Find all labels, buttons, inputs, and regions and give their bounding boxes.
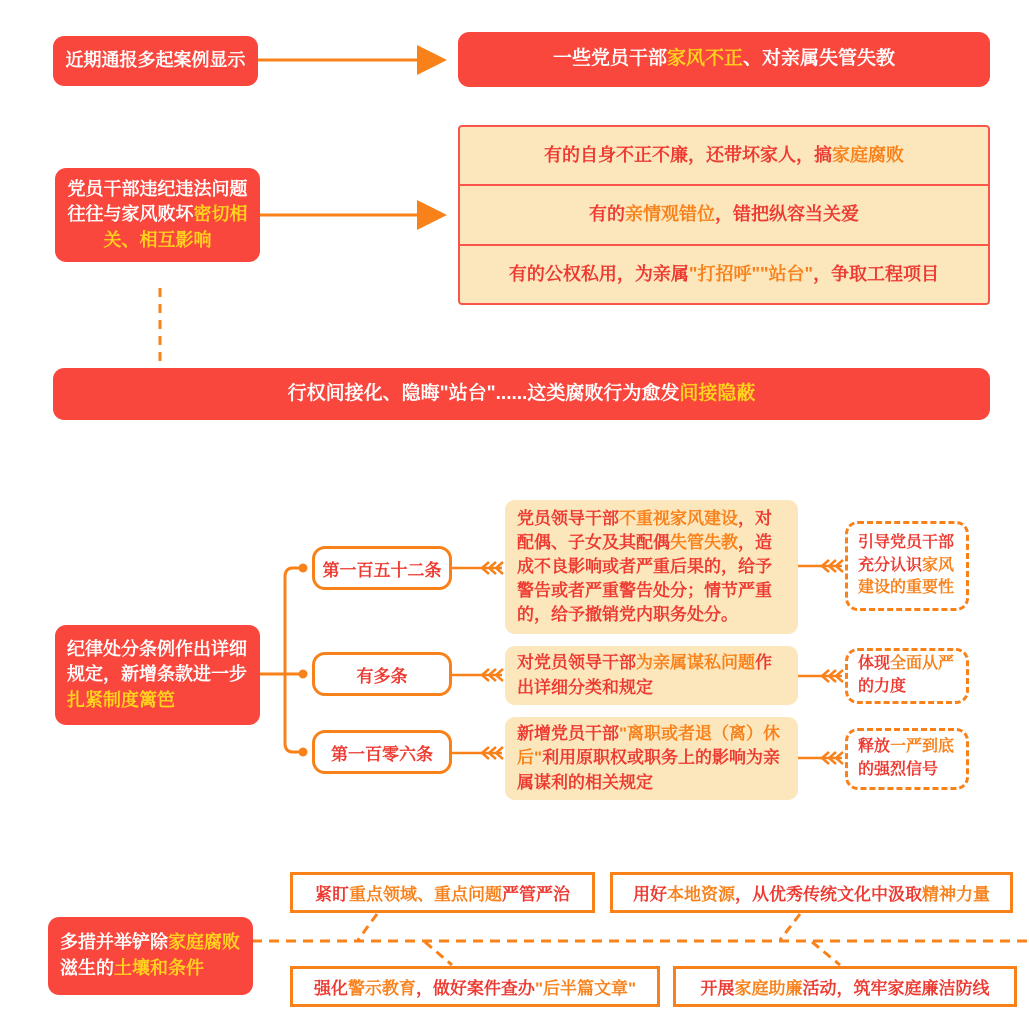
problem-statement-box [55, 168, 260, 262]
dashed-diagonal-down-1 [425, 942, 452, 965]
article-node-106 [312, 730, 452, 774]
article-node-multiple [312, 652, 452, 696]
article-node-106-label: 第一百零六条 [331, 744, 433, 764]
problem-examples-box [458, 125, 990, 305]
measure-box-2 [610, 872, 1013, 913]
example-row-2 [460, 184, 988, 243]
regulation-intro-box [55, 625, 260, 725]
measure-box-4-text: 开展家庭助廉活动，筑牢家庭廉洁防线 [700, 979, 990, 998]
case-report-text: 近期通报多起案例显示 [65, 50, 246, 71]
dashed-diagonal-down-2 [812, 942, 840, 965]
article-detail-152-text: 党员领导干部不重视家风建设，对配偶、子女及其配偶失管失教，造成不良影响或者严重后果的，给予警告或者严重警告处分；情节严重的，给予撤销党内职务处分。 [517, 508, 772, 625]
article-detail-multiple [505, 646, 798, 705]
problem-statement-text: 党员干部违纪违法问题往往与家风败坏密切相关、相互影响 [67, 178, 248, 250]
summary-banner-box [53, 368, 990, 420]
effect-box-1-text: 引导党员干部充分认识家风建设的重要性 [858, 533, 955, 597]
example-row-1 [460, 127, 988, 184]
measure-box-3 [290, 966, 660, 1007]
example-row-3 [460, 244, 988, 303]
case-result-text: 一些党员干部家风不正、对亲属失管失教 [552, 48, 896, 70]
effect-box-2 [845, 648, 969, 704]
dashed-diagonal-up-1 [358, 914, 377, 940]
effect-box-1 [845, 521, 969, 611]
example-row-2-text: 有的亲情观错位，错把纵容当关爱 [589, 204, 859, 225]
article-detail-106 [505, 717, 798, 800]
measures-intro-text: 多措并举铲除家庭腐败滋生的土壤和条件 [60, 932, 240, 978]
article-node-152-label: 第一百五十二条 [322, 560, 442, 580]
measure-box-1 [290, 872, 595, 913]
measure-box-3-text: 强化警示教育，做好案件查办"后半篇文章" [313, 979, 637, 998]
article-node-152 [312, 546, 452, 590]
example-row-1-text: 有的自身不正不廉，还带坏家人，搞家庭腐败 [544, 144, 904, 165]
summary-banner-text: 行权间接化、隐晦"站台"......这类腐败行为愈发间接隐蔽 [287, 382, 756, 404]
effect-box-3-text: 释放一严到底的强烈信号 [858, 738, 955, 778]
case-report-box [53, 36, 258, 86]
article-detail-multiple-text: 对党员领导干部为亲属谋私问题作出详细分类和规定 [517, 653, 772, 697]
measure-box-4 [673, 966, 1017, 1007]
branch-dot-1 [299, 564, 308, 573]
effect-box-2-text: 体现全面从严的力度 [858, 655, 955, 695]
measure-box-1-text: 紧盯重点领域、重点问题严管严治 [315, 885, 570, 904]
measures-intro-box [48, 917, 253, 995]
article-detail-106-text: 新增党员干部"离职或者退（离）休后"利用原职权或职务上的影响为亲属谋利的相关规定 [517, 724, 781, 792]
regulation-intro-text: 纪律处分条例作出详细规定，新增条款进一步扎紧制度篱笆 [67, 638, 247, 710]
branch-dot-2 [299, 670, 308, 679]
article-detail-152 [505, 500, 798, 634]
example-row-3-text: 有的公权私用，为亲属"打招呼""站台"，争取工程项目 [508, 263, 940, 284]
case-result-box [458, 32, 990, 87]
measure-box-2-text: 用好本地资源，从优秀传统文化中汲取精神力量 [633, 885, 990, 904]
dashed-diagonal-up-2 [780, 914, 800, 940]
branch-dot-3 [299, 748, 308, 757]
article-node-multiple-label: 有多条 [356, 666, 408, 686]
effect-box-3 [845, 728, 969, 790]
branch-connector [260, 568, 302, 752]
